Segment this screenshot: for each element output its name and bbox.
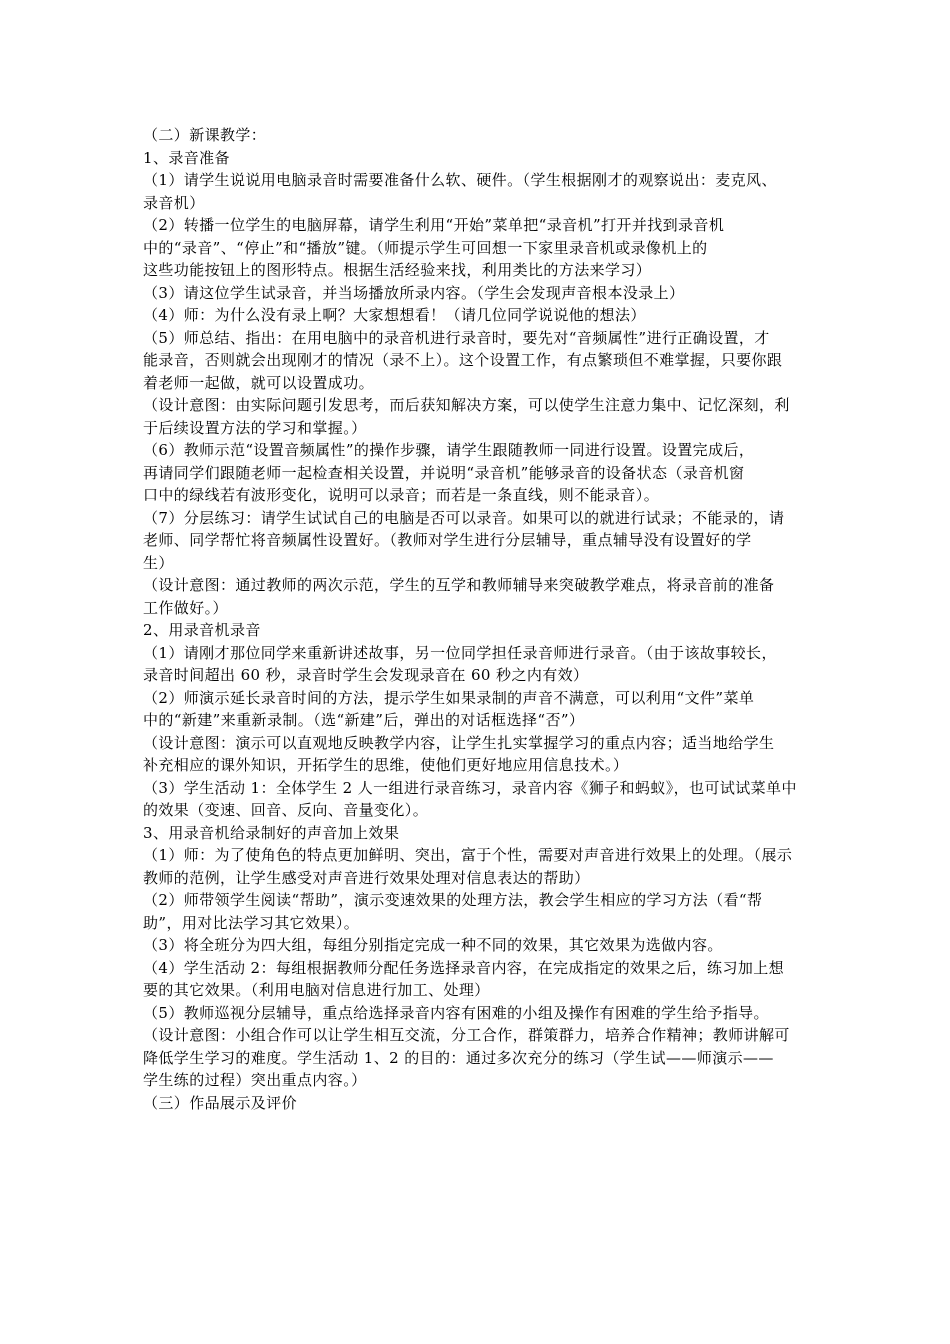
paragraph-line: 要的其它效果。（利用电脑对信息进行加工、处理）	[143, 981, 490, 999]
subsection-heading: 1、录音准备	[143, 148, 230, 167]
design-intent-line: 学生练的过程）突出重点内容。）	[143, 1071, 367, 1089]
design-intent-line: （设计意图：由实际问题引发思考，而后获知解决方案，可以使学生注意力集中、记忆深刻，利	[143, 396, 790, 414]
paragraph-line: 着老师一起做，就可以设置成功。	[143, 373, 375, 392]
document-body	[143, 124, 813, 1114]
design-intent-line: 补充相应的课外知识，开拓学生的思维，使他们更好地应用信息技术。）	[143, 756, 629, 774]
paragraph-line: 生）	[143, 553, 174, 572]
paragraph-line: 的效果（变速、回音、反向、音量变化）。	[143, 801, 429, 819]
paragraph-line: （2）师演示延长录音时间的方法，提示学生如果录制的声音不满意，可以利用“文件”菜单	[143, 688, 755, 707]
paragraph-line: （3）将全班分为四大组，每组分别指定完成一种不同的效果，其它效果为选做内容。	[143, 936, 723, 954]
design-intent-line: 降低学生学习的难度。学生活动 1、2 的目的：通过多次充分的练习（学生试——师演示——	[143, 1048, 774, 1067]
paragraph-line: （5）教师巡视分层辅导，重点给选择录音内容有困难的小组及操作有困难的学生给予指导。	[143, 1003, 769, 1022]
design-intent-line: 工作做好。）	[143, 598, 228, 617]
subsection-heading: 2、用录音机录音	[143, 621, 261, 639]
paragraph-line: （3）请这位学生试录音，并当场播放所录内容。（学生会发现声音根本没录上）	[143, 283, 685, 302]
paragraph-line: （2）师带领学生阅读“帮助”，演示变速效果的处理方法，教会学生相应的学习方法（看“帮	[143, 891, 763, 909]
paragraph-line: 中的“新建”来重新录制。（选“新建”后，弹出的对话框选择“否”）	[143, 711, 585, 729]
paragraph-line: （6）教师示范“设置音频属性”的操作步骤，请学生跟随教师一同进行设置。设置完成后，	[143, 441, 755, 459]
paragraph-line: 助”，用对比法学习其它效果）。	[143, 913, 360, 932]
paragraph-line: 口中的绿线若有波形变化，说明可以录音；而若是一条直线，则不能录音）。	[143, 486, 660, 504]
paragraph-line: （7）分层练习：请学生试试自己的电脑是否可以录音。如果可以的就进行试录；不能录的，请	[143, 508, 785, 527]
paragraph-line: （4）学生活动 2：每组根据教师分配任务选择录音内容，在完成指定的效果之后，练习加上想	[143, 958, 785, 977]
paragraph-line: （5）师总结、指出：在用电脑中的录音机进行录音时，要先对“音频属性”进行正确设置，才	[143, 328, 770, 347]
paragraph-line: 录音机）	[143, 193, 205, 212]
paragraph-line: 这些功能按钮上的图形特点。根据生活经验来找，利用类比的方法来学习）	[143, 261, 652, 279]
paragraph-line: 录音时间超出 60 秒，录音时学生会发现录音在 60 秒之内有效）	[143, 666, 589, 684]
paragraph-line: （1）请学生说说用电脑录音时需要准备什么软、硬件。（学生根据刚才的观察说出：麦克风、	[143, 171, 777, 189]
paragraph-line: （1）请刚才那位同学来重新讲述故事，另一位同学担任录音师进行录音。（由于该故事较长，	[143, 643, 777, 662]
paragraph-line: （2）转播一位学生的电脑屏幕，请学生利用“开始”菜单把“录音机”打开并找到录音机	[143, 216, 725, 234]
paragraph-line: （1）师：为了使角色的特点更加鲜明、突出，富于个性，需要对声音进行效果上的处理。（展示	[143, 846, 793, 864]
paragraph-line: 教师的范例，让学生感受对声音进行效果处理对信息表达的帮助）	[143, 868, 590, 887]
design-intent-line: （设计意图：通过教师的两次示范，学生的互学和教师辅导来突破教学难点，将录音前的准备	[143, 576, 775, 594]
paragraph-line: （3）学生活动 1：全体学生 2 人一组进行录音练习，录音内容《狮子和蚂蚁》，也可试试菜单中	[143, 778, 797, 797]
paragraph-line: 再请同学们跟随老师一起检查相关设置，并说明“录音机”能够录音的设备状态（录音机窗	[143, 463, 745, 482]
section-heading: （二）新课教学：	[143, 126, 267, 144]
paragraph-line: 能录音，否则就会出现刚才的情况（录不上）。这个设置工作，有点繁琐但不难掌握，只要你跟	[143, 351, 783, 369]
subsection-heading: 3、用录音机给录制好的声音加上效果	[143, 823, 400, 842]
design-intent-line: （设计意图：小组合作可以让学生相互交流，分工合作，群策群力，培养合作精神；教师讲解可	[143, 1026, 790, 1044]
paragraph-line: （4）师：为什么没有录上啊？大家想想看！（请几位同学说说他的想法）	[143, 306, 646, 324]
design-intent-line: （设计意图：演示可以直观地反映教学内容，让学生扎实掌握学习的重点内容；适当地给学生	[143, 733, 775, 752]
paragraph-line: 中的“录音”、“停止”和“播放”键。（师提示学生可回想一下家里录音机或录像机上的	[143, 238, 708, 257]
design-intent-line: 于后续设置方法的学习和掌握。）	[143, 418, 367, 437]
section-heading: （三）作品展示及评价	[143, 1093, 298, 1112]
paragraph-line: 老师、同学帮忙将音频属性设置好。（教师对学生进行分层辅导，重点辅导没有设置好的学	[143, 531, 752, 549]
